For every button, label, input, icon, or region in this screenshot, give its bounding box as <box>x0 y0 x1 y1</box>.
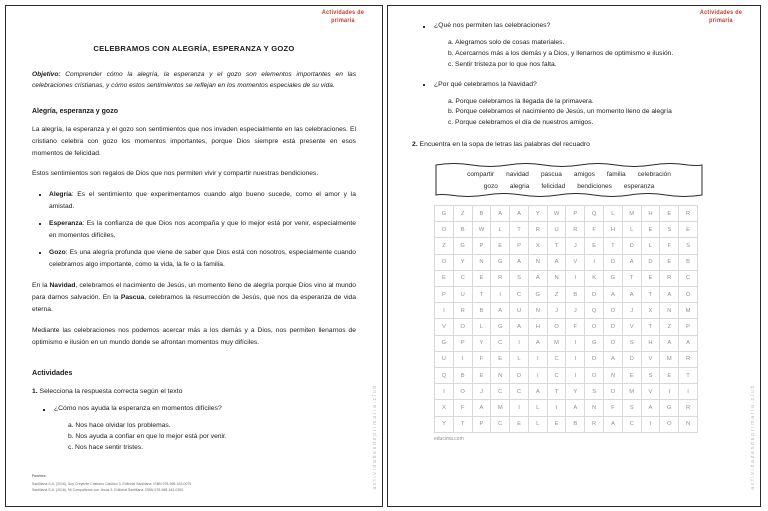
grid-cell[interactable]: A <box>604 416 623 432</box>
grid-cell[interactable]: J <box>472 384 491 400</box>
grid-cell[interactable]: O <box>453 319 472 335</box>
grid-row <box>435 416 698 432</box>
grid-cell[interactable]: U <box>435 351 454 367</box>
grid-cell[interactable]: E <box>660 367 679 383</box>
grid-cell[interactable]: S <box>510 270 529 286</box>
grid-cell[interactable]: U <box>510 303 529 319</box>
grid-cell[interactable]: A <box>660 287 679 303</box>
activities-heading: Actividades <box>32 368 73 378</box>
grid-cell[interactable]: D <box>622 238 641 254</box>
grid-cell[interactable]: R <box>679 351 698 367</box>
grid-cell[interactable]: A <box>547 254 566 270</box>
grid-cell[interactable]: I <box>510 400 529 416</box>
page-left-content <box>6 6 382 506</box>
grid-row <box>435 238 698 254</box>
grid-cell[interactable]: I <box>528 367 547 383</box>
grid-cell[interactable]: R <box>679 400 698 416</box>
list-item <box>49 247 356 271</box>
grid-cell[interactable]: L <box>472 319 491 335</box>
paragraph-3-bold-pascua: Pascua <box>120 293 145 301</box>
grid-cell[interactable]: G <box>660 400 679 416</box>
option-b[interactable]: b. Nos ayuda a confiar en que lo mejor está por venir. <box>68 433 227 441</box>
word-alegria: alegria <box>509 182 530 190</box>
grid-cell[interactable]: G <box>435 206 454 222</box>
grid-cell[interactable]: G <box>453 238 472 254</box>
grid-cell[interactable]: L <box>528 416 547 432</box>
paragraph-2: Estos sentimientos son regalos de Dios que nos permiten vivir y compartir nuestras bendiciones. <box>32 170 319 178</box>
bullet-text: : Es la confianza de que Dios nos acompaña y que lo mejor está por venir, especialmente en momentos difíciles. <box>49 220 356 240</box>
site-logo <box>312 10 374 24</box>
word-pascua: pascua <box>540 170 562 178</box>
word-felicidad: felicidad <box>541 182 566 190</box>
grid-cell[interactable]: L <box>604 206 623 222</box>
grid-cell[interactable]: C <box>491 335 510 351</box>
grid-cell[interactable]: R <box>585 416 604 432</box>
grid-cell[interactable]: N <box>528 254 547 270</box>
grid-cell[interactable]: X <box>435 400 454 416</box>
grid-cell[interactable]: V <box>641 384 660 400</box>
word-search-grid[interactable] <box>434 205 698 433</box>
sources-label: Fuentes: <box>32 474 47 479</box>
grid-cell[interactable]: D <box>585 287 604 303</box>
grid-cell[interactable]: G <box>491 319 510 335</box>
grid-cell[interactable]: T <box>622 270 641 286</box>
grid-cell[interactable]: T <box>547 238 566 254</box>
grid-cell[interactable]: T <box>547 384 566 400</box>
grid-cell[interactable]: W <box>472 222 491 238</box>
grid-cell[interactable]: L <box>510 351 529 367</box>
page-right-content <box>388 6 760 506</box>
grid-cell[interactable]: T <box>679 367 698 383</box>
question-2-prompt: ¿Qué nos permiten las celebraciones? <box>434 22 551 29</box>
grid-cell[interactable]: N <box>528 303 547 319</box>
grid-cell[interactable]: D <box>585 351 604 367</box>
grid-cell[interactable]: I <box>566 367 585 383</box>
grid-cell[interactable]: S <box>641 367 660 383</box>
grid-cell[interactable]: N <box>604 367 623 383</box>
word-bank-rows <box>434 161 704 199</box>
grid-cell[interactable]: I <box>585 254 604 270</box>
grid-row <box>435 319 698 335</box>
grid-cell[interactable]: Y <box>472 335 491 351</box>
word-celebracion: celebración <box>637 170 671 178</box>
grid-row <box>435 222 698 238</box>
grid-cell[interactable]: D <box>510 367 529 383</box>
grid-cell[interactable]: D <box>604 254 623 270</box>
grid-cell[interactable]: S <box>585 384 604 400</box>
grid-cell[interactable]: A <box>679 335 698 351</box>
grid-cell[interactable]: I <box>510 335 529 351</box>
grid-cell[interactable]: A <box>566 400 585 416</box>
grid-cell[interactable]: C <box>510 287 529 303</box>
grid-cell[interactable]: I <box>435 303 454 319</box>
grid-cell[interactable]: A <box>510 254 529 270</box>
grid-cell[interactable]: T <box>510 222 529 238</box>
grid-cell[interactable]: C <box>510 384 529 400</box>
question-2-list <box>412 22 740 129</box>
grid-row <box>435 206 698 222</box>
grid-cell[interactable]: E <box>660 254 679 270</box>
grid-cell[interactable]: A <box>528 270 547 286</box>
grid-cell[interactable]: G <box>491 254 510 270</box>
question-1-list <box>32 405 356 454</box>
activity-2-instruction: Encuentra en la sopa de letras las palabras del recuadro <box>417 141 590 149</box>
grid-cell[interactable]: R <box>566 222 585 238</box>
grid-cell[interactable]: H <box>528 319 547 335</box>
grid-cell[interactable]: M <box>660 351 679 367</box>
grid-cell[interactable]: S <box>660 222 679 238</box>
grid-row <box>435 367 698 383</box>
option-a[interactable]: a. Alegramos solo de cosas materiales. <box>448 39 565 46</box>
word-esperanza: esperanza <box>623 182 655 190</box>
grid-cell[interactable]: C <box>453 270 472 286</box>
watermark-left: actividadesdeprimaria.club <box>372 384 378 490</box>
grid-cell[interactable]: N <box>491 367 510 383</box>
grid-cell[interactable]: A <box>528 335 547 351</box>
sources-footnote <box>32 474 332 494</box>
grid-cell[interactable]: F <box>585 222 604 238</box>
grid-cell[interactable]: I <box>528 351 547 367</box>
logo-line-2: primaria <box>709 17 733 25</box>
grid-cell[interactable]: N <box>660 303 679 319</box>
grid-cell[interactable]: B <box>472 206 491 222</box>
objective-paragraph <box>32 69 356 92</box>
grid-cell[interactable]: A <box>660 335 679 351</box>
concept-bullet-list <box>32 189 356 271</box>
grid-cell[interactable]: B <box>453 222 472 238</box>
grid-cell[interactable]: A <box>641 400 660 416</box>
grid-cell[interactable]: T <box>641 319 660 335</box>
grid-cell[interactable]: I <box>566 351 585 367</box>
word-amigos: amigos <box>573 170 595 178</box>
grid-cell[interactable]: G <box>604 270 623 286</box>
grid-cell[interactable]: Z <box>547 287 566 303</box>
grid-cell[interactable]: U <box>547 222 566 238</box>
grid-cell[interactable]: N <box>472 254 491 270</box>
question-2-options <box>434 38 740 71</box>
list-item <box>54 405 356 454</box>
grid-cell[interactable]: L <box>528 400 547 416</box>
grid-cell[interactable]: E <box>622 367 641 383</box>
grid-cell[interactable]: J <box>622 303 641 319</box>
grid-cell[interactable]: O <box>547 319 566 335</box>
grid-cell[interactable]: I <box>660 384 679 400</box>
grid-cell[interactable]: T <box>604 238 623 254</box>
list-item <box>434 22 740 71</box>
bullet-text: : Es una alegría profunda que viene de saber que Dios está con nosotros, especialmente cuando celebramos algo importante, como la vida, la fe o la familia. <box>49 249 356 268</box>
question-3-prompt: ¿Por qué celebramos la Navidad? <box>434 80 537 88</box>
grid-cell[interactable]: A <box>622 287 641 303</box>
grid-cell[interactable]: E <box>585 238 604 254</box>
source-line-2: Santillana S.A. (2016), Mi Compañeros con Jesús 3. Editorial Santillana. ISBN 978-968-163-0355 <box>32 488 184 493</box>
grid-cell[interactable]: F <box>566 319 585 335</box>
question-1-prompt: ¿Cómo nos ayuda la esperanza en momentos difíciles? <box>54 405 222 413</box>
grid-cell[interactable]: C <box>491 416 510 432</box>
paragraph-3-part-d: , celebramos la resurrección de Jesús, que nos da esperanza de vida eterna. <box>32 293 356 313</box>
question-1-instruction: Selecciona la respuesta correcta según el texto <box>37 388 183 396</box>
page-left <box>5 5 383 507</box>
word-search-grid-wrap <box>434 205 698 433</box>
paragraph-3-part-c: , celebramos el nacimiento de Jesús, un momento lleno de alegría porque Dios vino al mundo para darnos salvación. En la <box>32 281 356 301</box>
grid-cell[interactable]: R <box>660 270 679 286</box>
word-bank-box <box>434 161 704 199</box>
grid-cell[interactable]: P <box>472 238 491 254</box>
grid-cell[interactable]: O <box>604 384 623 400</box>
grid-cell[interactable]: I <box>679 384 698 400</box>
question-3-options <box>434 97 740 130</box>
word-bank-row-1 <box>467 171 671 178</box>
paragraph-3 <box>32 280 356 316</box>
grid-cell[interactable]: Q <box>585 303 604 319</box>
question-1-options <box>54 421 356 454</box>
grid-row <box>435 351 698 367</box>
grid-cell[interactable]: Y <box>528 206 547 222</box>
grid-cell[interactable]: C <box>679 270 698 286</box>
bullet-term: Gozo <box>49 249 66 257</box>
grid-cell[interactable]: I <box>435 384 454 400</box>
grid-cell[interactable]: Q <box>435 367 454 383</box>
grid-cell[interactable]: P <box>453 335 472 351</box>
option-c[interactable]: c. Porque celebramos el día de nuestros amigos. <box>448 119 594 127</box>
grid-cell[interactable]: Z <box>660 319 679 335</box>
grid-cell[interactable]: E <box>472 270 491 286</box>
question-1-number: 1. <box>32 388 38 396</box>
grid-credit: educima.com <box>434 435 464 442</box>
word-navidad: navidad <box>506 170 529 178</box>
grid-cell[interactable]: A <box>472 400 491 416</box>
grid-cell[interactable]: B <box>566 287 585 303</box>
grid-cell[interactable]: M <box>679 303 698 319</box>
grid-cell[interactable]: P <box>472 416 491 432</box>
grid-row <box>435 254 698 270</box>
grid-cell[interactable]: A <box>510 206 529 222</box>
option-c[interactable]: c. Nos hace sentir tristes. <box>68 444 144 452</box>
grid-cell[interactable]: U <box>453 287 472 303</box>
grid-cell[interactable]: F <box>660 238 679 254</box>
grid-cell[interactable]: A <box>491 303 510 319</box>
grid-cell[interactable]: A <box>528 384 547 400</box>
grid-cell[interactable]: J <box>566 238 585 254</box>
grid-cell[interactable]: C <box>547 367 566 383</box>
paragraph-3-bold-navidad: Navidad <box>49 281 76 289</box>
grid-cell[interactable]: F <box>604 400 623 416</box>
grid-cell[interactable]: S <box>622 400 641 416</box>
grid-cell[interactable]: Z <box>435 238 454 254</box>
grid-cell[interactable]: S <box>679 238 698 254</box>
bullet-text: : Es el sentimiento que experimentamos cuando algo bueno sucede, como el amor y la amistad. <box>49 191 356 211</box>
grid-cell[interactable]: P <box>566 206 585 222</box>
grid-cell[interactable]: J <box>566 303 585 319</box>
activity-2-number: 2. <box>412 141 418 149</box>
paragraph-3-part-a: En la <box>32 281 50 289</box>
list-item <box>49 189 356 213</box>
grid-cell[interactable]: B <box>566 416 585 432</box>
word-familia: familia <box>606 170 626 178</box>
grid-cell[interactable]: A <box>622 254 641 270</box>
grid-cell[interactable]: F <box>472 351 491 367</box>
section-heading: Alegría, esperanza y gozo <box>32 107 118 115</box>
grid-cell[interactable]: P <box>679 319 698 335</box>
grid-cell[interactable]: E <box>435 270 454 286</box>
grid-cell[interactable]: O <box>660 416 679 432</box>
grid-cell[interactable]: A <box>604 351 623 367</box>
logo-line-1: Actividades de <box>321 9 365 17</box>
grid-cell[interactable]: O <box>604 335 623 351</box>
grid-cell[interactable]: V <box>641 351 660 367</box>
grid-cell[interactable]: C <box>547 351 566 367</box>
grid-row <box>435 400 698 416</box>
paragraph-1: La alegría, la esperanza y el gozo son sentimientos que nos invaden especialmente en las celebraciones. El cristiano celebra con gozo los momentos importantes, porque Dios siempre está presente en esos momentos de felicidad. <box>32 125 356 157</box>
grid-cell[interactable]: I <box>566 270 585 286</box>
grid-cell[interactable]: O <box>585 367 604 383</box>
grid-cell[interactable]: D <box>641 254 660 270</box>
grid-cell[interactable]: A <box>491 206 510 222</box>
grid-cell[interactable]: R <box>679 206 698 222</box>
grid-cell[interactable]: V <box>435 319 454 335</box>
question-1-heading <box>32 388 356 395</box>
list-item <box>434 81 740 130</box>
logo-line-1: Actividades de <box>699 9 743 17</box>
grid-cell[interactable]: H <box>641 206 660 222</box>
bullet-term: Alegría <box>49 191 72 199</box>
grid-cell[interactable]: D <box>622 351 641 367</box>
grid-cell[interactable]: C <box>491 384 510 400</box>
grid-cell[interactable]: N <box>679 416 698 432</box>
grid-cell[interactable]: T <box>472 287 491 303</box>
word-compartir: compartir <box>467 170 495 178</box>
grid-row <box>435 303 698 319</box>
grid-cell[interactable]: M <box>491 400 510 416</box>
word-bank-row-2 <box>484 183 655 190</box>
grid-cell[interactable]: G <box>528 287 547 303</box>
grid-cell[interactable]: E <box>660 206 679 222</box>
grid-cell[interactable]: M <box>547 335 566 351</box>
grid-cell[interactable]: M <box>622 206 641 222</box>
bullet-term: Esperanza <box>49 220 83 228</box>
objective-text: Comprender cómo la alegría, la esperanza y el gozo son elementos importantes en las celebraciones cristianas, y cómo estos sentimientos se reflejan en los momentos especiales de su vida. <box>32 71 356 90</box>
grid-cell[interactable]: R <box>491 270 510 286</box>
grid-cell[interactable]: Z <box>453 206 472 222</box>
grid-cell[interactable]: K <box>585 270 604 286</box>
grid-cell[interactable]: E <box>641 222 660 238</box>
grid-cell[interactable]: E <box>491 351 510 367</box>
grid-cell[interactable]: X <box>641 303 660 319</box>
grid-cell[interactable]: L <box>641 238 660 254</box>
grid-cell[interactable]: I <box>547 400 566 416</box>
grid-cell[interactable]: O <box>585 319 604 335</box>
option-b[interactable]: b. Acercarnos más a los demás y a Dios, y llenarnos de optimismo e ilusión. <box>448 49 674 57</box>
grid-cell[interactable]: Y <box>435 416 454 432</box>
grid-cell[interactable]: Q <box>585 206 604 222</box>
grid-cell[interactable]: E <box>510 416 529 432</box>
grid-cell[interactable]: E <box>641 270 660 286</box>
word-bendiciones: bendiciones <box>577 182 612 190</box>
grid-cell[interactable]: E <box>472 367 491 383</box>
grid-row <box>435 270 698 286</box>
word-gozo: gozo <box>483 182 498 190</box>
grid-row <box>435 287 698 303</box>
option-a[interactable]: a. Nos hace olvidar los problemas. <box>68 422 171 430</box>
grid-cell[interactable]: A <box>510 319 529 335</box>
source-line-1: Santillana S.A. (2016), Soy Creyente Cristiano Católico 3. Editorial Santillana. ISBN 978-968-163-0075 <box>32 481 192 486</box>
grid-cell[interactable]: Y <box>566 384 585 400</box>
grid-cell[interactable]: F <box>453 400 472 416</box>
grid-cell[interactable]: O <box>453 384 472 400</box>
grid-cell[interactable]: O <box>604 303 623 319</box>
grid-cell[interactable]: H <box>641 335 660 351</box>
paragraph-4: Mediante las celebraciones nos podemos acercar más a los demás y a Dios, nos permiten llenarnos de optimismo e ilusión en un mundo donde se afrontan momentos muy difíciles. <box>32 326 356 346</box>
grid-cell[interactable]: O <box>679 287 698 303</box>
page-title: CELEBRAMOS CON ALEGRÍA, ESPERANZA Y GOZO <box>93 44 295 53</box>
grid-cell[interactable]: P <box>435 287 454 303</box>
grid-cell[interactable]: N <box>585 400 604 416</box>
page-right <box>387 5 761 507</box>
grid-cell[interactable]: T <box>641 287 660 303</box>
grid-cell[interactable]: X <box>528 238 547 254</box>
option-c[interactable]: c. Sentir tristeza por lo que nos falta. <box>448 60 557 68</box>
grid-cell[interactable]: W <box>547 206 566 222</box>
grid-cell[interactable]: B <box>453 367 472 383</box>
grid-cell[interactable]: M <box>622 384 641 400</box>
option-a[interactable]: a. Porque celebramos la llegada de la primavera. <box>448 97 594 105</box>
grid-cell[interactable]: I <box>453 351 472 367</box>
option-b[interactable]: b. Porque celebramos el nacimiento de Jesús, un momento lleno de alegría <box>448 108 672 116</box>
grid-cell[interactable]: R <box>528 222 547 238</box>
grid-cell[interactable]: P <box>510 238 529 254</box>
grid-cell[interactable]: L <box>622 222 641 238</box>
grid-cell[interactable]: O <box>435 254 454 270</box>
grid-cell[interactable]: J <box>547 303 566 319</box>
grid-row <box>435 384 698 400</box>
grid-cell[interactable]: E <box>491 238 510 254</box>
grid-cell[interactable]: B <box>472 303 491 319</box>
watermark-right: actividadesdeprimaria.club <box>750 384 756 490</box>
grid-cell[interactable]: C <box>622 416 641 432</box>
objective-label: Objetivo: <box>32 71 61 78</box>
grid-row <box>435 335 698 351</box>
grid-cell[interactable]: S <box>622 335 641 351</box>
grid-cell[interactable]: E <box>679 222 698 238</box>
grid-cell[interactable]: G <box>435 335 454 351</box>
grid-cell[interactable]: I <box>491 287 510 303</box>
grid-cell[interactable]: O <box>435 222 454 238</box>
grid-cell[interactable]: R <box>453 303 472 319</box>
grid-cell[interactable]: T <box>453 416 472 432</box>
list-item <box>49 218 356 242</box>
grid-cell[interactable]: A <box>604 287 623 303</box>
activity-2-heading <box>412 141 740 148</box>
grid-cell[interactable]: V <box>566 254 585 270</box>
grid-cell[interactable]: I <box>641 416 660 432</box>
grid-cell[interactable]: H <box>604 222 623 238</box>
grid-cell[interactable]: Y <box>453 254 472 270</box>
grid-cell[interactable]: B <box>679 254 698 270</box>
grid-cell[interactable]: N <box>547 270 566 286</box>
grid-cell[interactable]: G <box>585 335 604 351</box>
grid-cell[interactable]: I <box>566 335 585 351</box>
grid-cell[interactable]: D <box>604 319 623 335</box>
grid-cell[interactable]: E <box>547 416 566 432</box>
grid-cell[interactable]: V <box>622 319 641 335</box>
grid-cell[interactable]: L <box>491 222 510 238</box>
logo-line-2: primaria <box>331 17 355 25</box>
